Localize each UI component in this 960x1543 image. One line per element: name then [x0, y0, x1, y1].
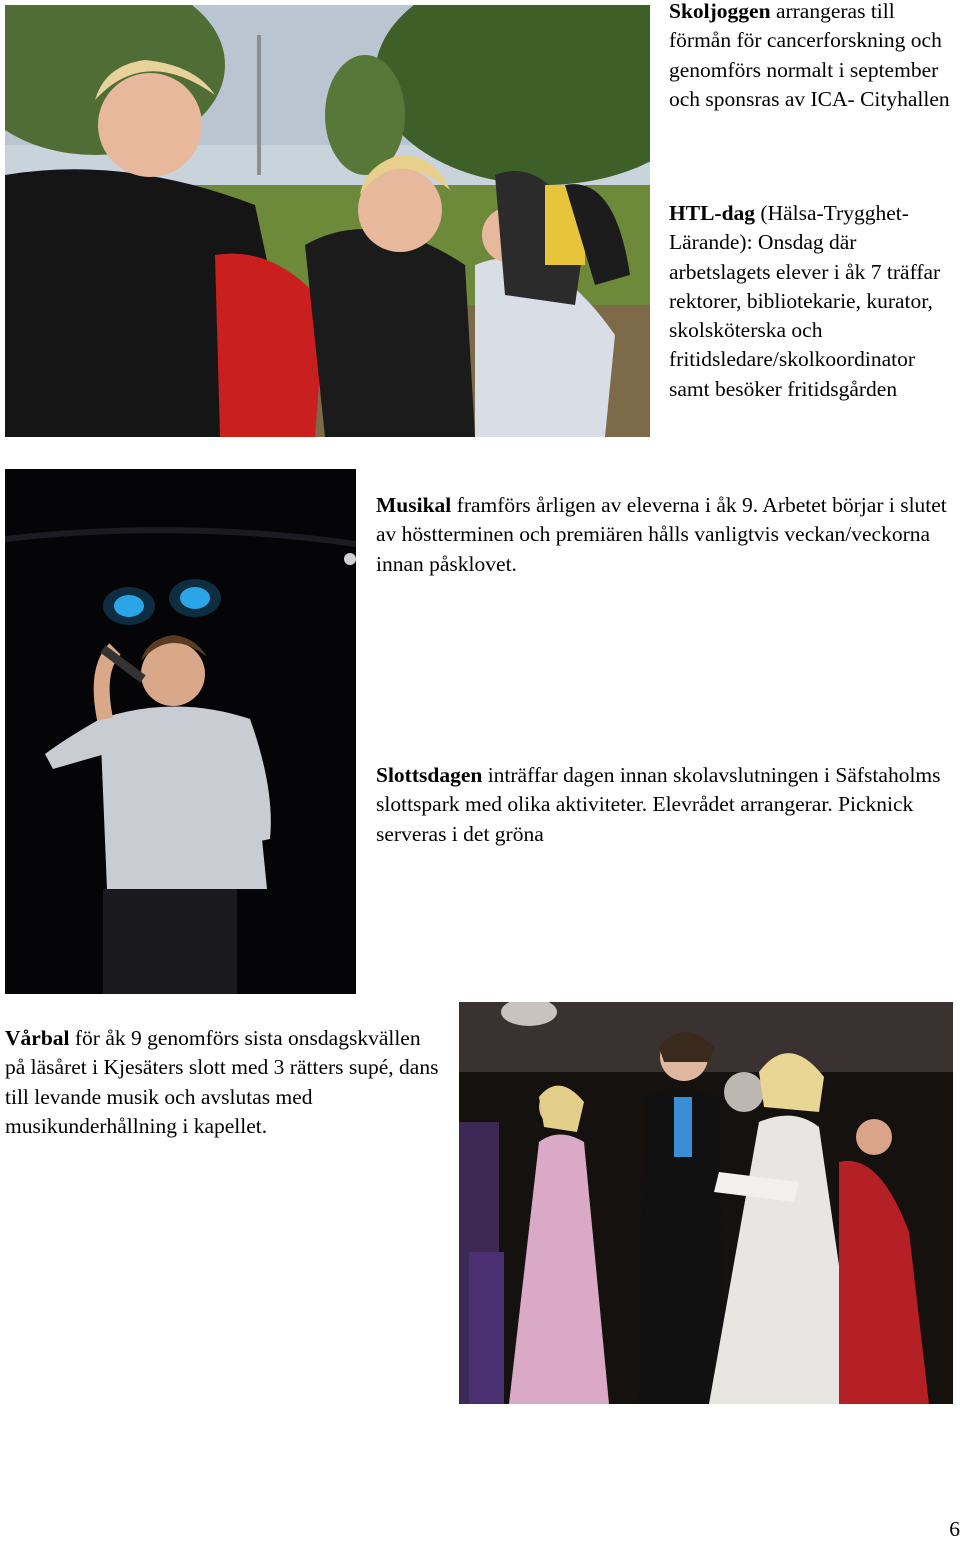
- page-number: 6: [949, 1517, 960, 1541]
- slottsdagen-body: inträffar dagen innan skolavslutningen i Säfstaholms slottspark med olika aktiviteter. Elevrådet arrangerar. Picknick serveras i det gröna: [376, 763, 941, 846]
- musikal-body: framförs årligen av eleverna i åk 9. Arbetet börjar i slutet av höstterminen och premiären hålls vanligtvis veckan/veckorna innan påsklovet.: [376, 493, 947, 576]
- photo-spring-ball: [459, 1002, 953, 1404]
- skoljoggen-body: arrangeras till förmån för cancerforskning och genomförs normalt i september och sponsras av ICA- Cityhallen: [669, 0, 950, 111]
- musikal-title: Musikal: [376, 493, 452, 517]
- htl-body: (Hälsa-Trygghet-Lärande): Onsdag där arbetslagets elever i åk 7 träffar rektorer, bibliotekarie, kurator, skolsköterska och fritidsledare/skolkoordinator samt besöker fritidsgården: [669, 201, 941, 401]
- skoljoggen-paragraph: [669, 0, 960, 114]
- varbal-title: Vårbal: [5, 1026, 70, 1050]
- photo-tug-of-war: [5, 5, 650, 437]
- skoljoggen-title: Skoljoggen: [669, 0, 771, 23]
- slottsdagen-paragraph: [376, 761, 960, 849]
- musikal-paragraph: [376, 491, 960, 579]
- htl-title: HTL-dag: [669, 201, 756, 225]
- varbal-body: för åk 9 genomförs sista onsdagskvällen på läsåret i Kjesäters slott med 3 rätters supé, dans till levande musik och avslutas med musikunderhållning i kapellet.: [5, 1026, 439, 1138]
- varbal-paragraph: [5, 1024, 445, 1141]
- htl-paragraph: [669, 199, 960, 404]
- slottsdagen-title: Slottsdagen: [376, 763, 483, 787]
- photo-musical-singer: [5, 469, 356, 994]
